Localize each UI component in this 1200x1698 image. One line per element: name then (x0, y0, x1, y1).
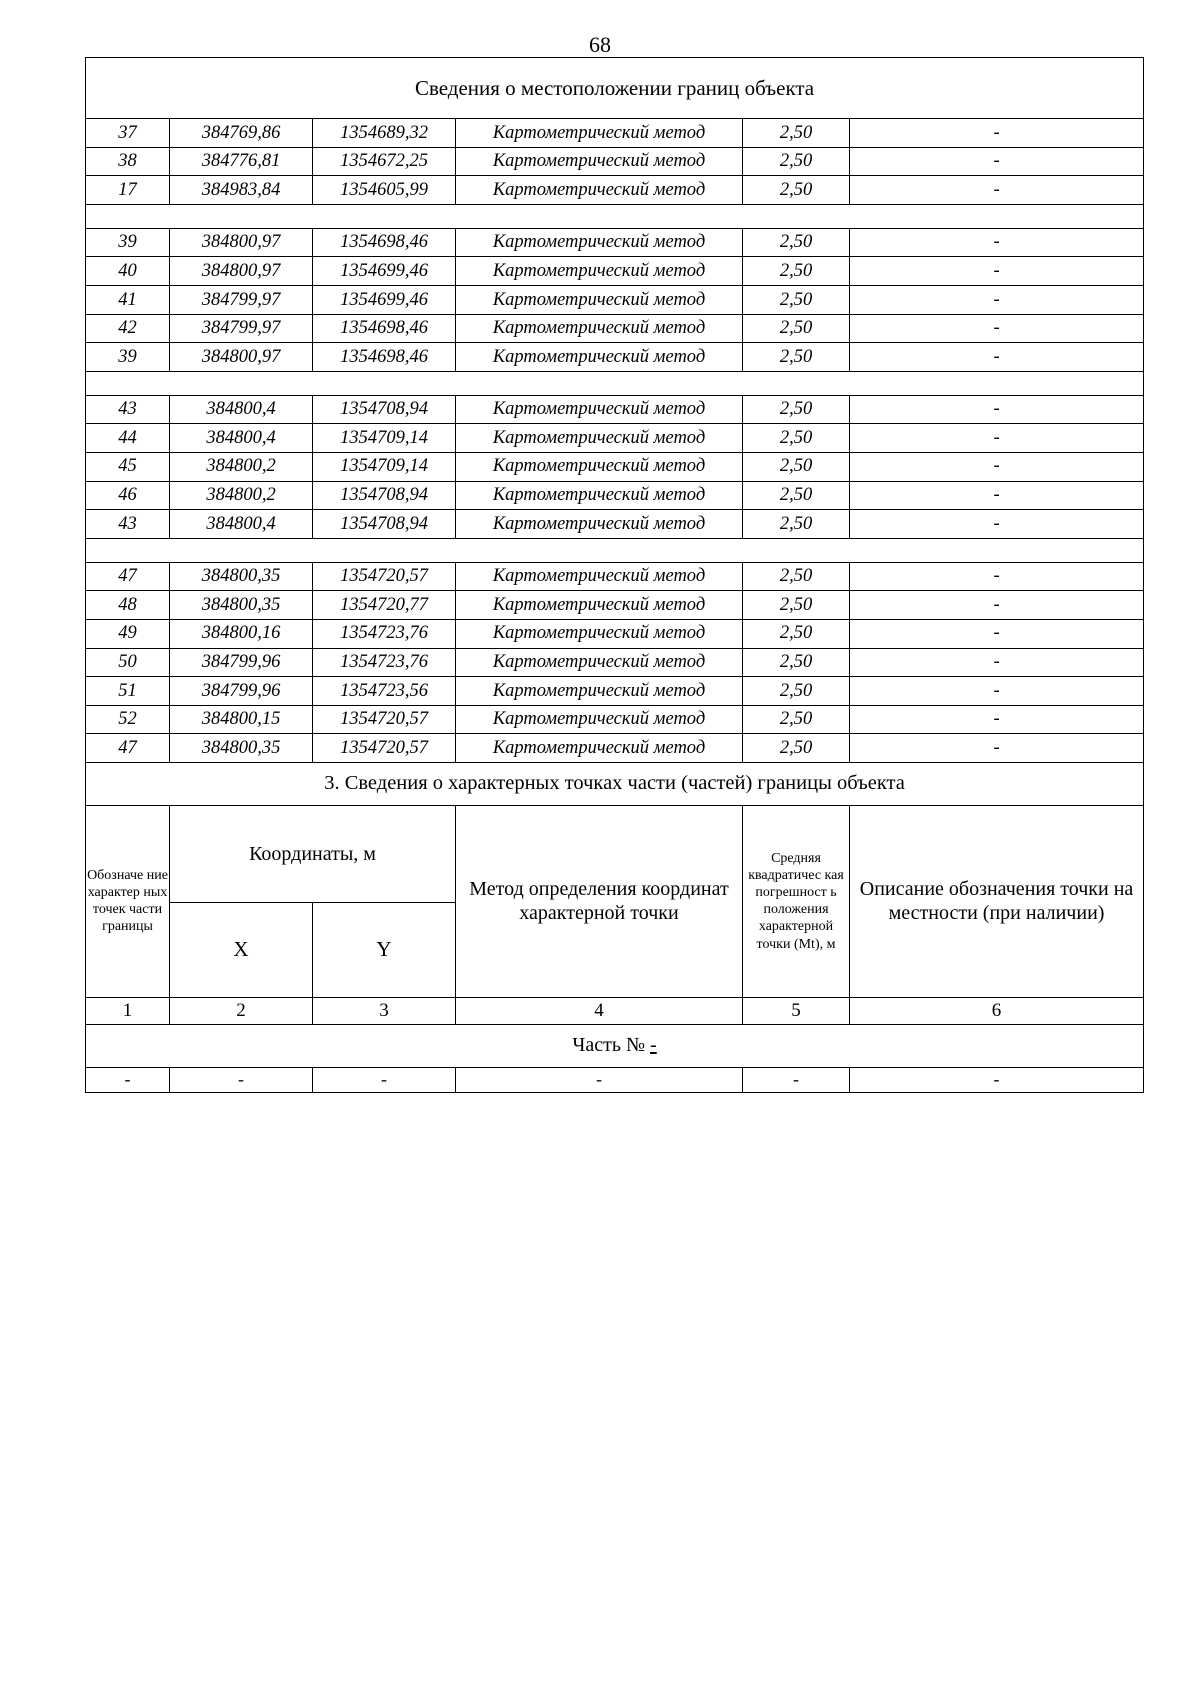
x-coordinate-cell: 384800,15 (170, 705, 313, 734)
table-row (86, 147, 1144, 176)
description-cell: - (850, 619, 1144, 648)
error-cell: 2,50 (743, 619, 850, 648)
x-coordinate-cell: 384800,4 (170, 510, 313, 539)
column-number: 4 (456, 997, 743, 1024)
description-cell: - (850, 147, 1144, 176)
table-row (86, 119, 1144, 148)
point-number-cell: 52 (86, 705, 170, 734)
error-cell: 2,50 (743, 648, 850, 677)
part-row (86, 1024, 1144, 1067)
table-row (86, 395, 1144, 424)
y-coordinate-cell: 1354708,94 (313, 395, 456, 424)
error-cell: 2,50 (743, 395, 850, 424)
description-cell: - (850, 119, 1144, 148)
y-coordinate-cell: 1354720,57 (313, 734, 456, 763)
point-number-cell: 43 (86, 395, 170, 424)
error-cell: 2,50 (743, 677, 850, 706)
x-coordinate-cell: 384800,2 (170, 452, 313, 481)
table-row (86, 510, 1144, 539)
method-cell: Картометрический метод (456, 147, 743, 176)
x-coordinate-cell: 384800,35 (170, 734, 313, 763)
y-coordinate-cell: 1354698,46 (313, 314, 456, 343)
y-coordinate-cell: 1354698,46 (313, 228, 456, 257)
description-cell: - (850, 228, 1144, 257)
point-number-cell: 44 (86, 424, 170, 453)
y-coordinate-cell: 1354708,94 (313, 510, 456, 539)
error-cell: 2,50 (743, 228, 850, 257)
empty-cell: - (850, 1067, 1144, 1092)
section3-title-row (86, 762, 1144, 805)
group-separator (86, 371, 1144, 395)
method-cell: Картометрический метод (456, 314, 743, 343)
group-separator (86, 204, 1144, 228)
error-cell: 2,50 (743, 591, 850, 620)
description-cell: - (850, 285, 1144, 314)
table-row (86, 452, 1144, 481)
header-designation: Обозначе ние характер ных точек части границы (86, 805, 170, 997)
method-cell: Картометрический метод (456, 562, 743, 591)
title-row (86, 58, 1144, 119)
method-cell: Картометрический метод (456, 619, 743, 648)
description-cell: - (850, 424, 1144, 453)
error-cell: 2,50 (743, 147, 850, 176)
description-cell: - (850, 481, 1144, 510)
description-cell: - (850, 648, 1144, 677)
group-separator-row (86, 204, 1144, 228)
method-cell: Картометрический метод (456, 176, 743, 205)
section3-title: 3. Сведения о характерных точках части (частей) границы объекта (86, 762, 1144, 805)
x-coordinate-cell: 384800,35 (170, 591, 313, 620)
error-cell: 2,50 (743, 562, 850, 591)
description-cell: - (850, 257, 1144, 286)
table-row (86, 619, 1144, 648)
column-number: 5 (743, 997, 850, 1024)
table-row (86, 481, 1144, 510)
error-cell: 2,50 (743, 257, 850, 286)
description-cell: - (850, 395, 1144, 424)
table-row (86, 677, 1144, 706)
part-label-cell (86, 1024, 1144, 1067)
table-row (86, 591, 1144, 620)
x-coordinate-cell: 384800,4 (170, 395, 313, 424)
method-cell: Картометрический метод (456, 395, 743, 424)
x-coordinate-cell: 384800,2 (170, 481, 313, 510)
column-number: 2 (170, 997, 313, 1024)
y-coordinate-cell: 1354709,14 (313, 424, 456, 453)
column-number-row (86, 997, 1144, 1024)
table-row (86, 562, 1144, 591)
boundary-table (85, 57, 1144, 1093)
y-coordinate-cell: 1354699,46 (313, 257, 456, 286)
description-cell: - (850, 734, 1144, 763)
x-coordinate-cell: 384769,86 (170, 119, 313, 148)
method-cell: Картометрический метод (456, 705, 743, 734)
table-row (86, 424, 1144, 453)
method-cell: Картометрический метод (456, 452, 743, 481)
table-row (86, 228, 1144, 257)
header-y: Y (313, 902, 456, 997)
method-cell: Картометрический метод (456, 285, 743, 314)
empty-cell: - (313, 1067, 456, 1092)
table-row (86, 285, 1144, 314)
method-cell: Картометрический метод (456, 424, 743, 453)
header-coordinates: Координаты, м (170, 805, 456, 902)
table-row (86, 705, 1144, 734)
point-number-cell: 37 (86, 119, 170, 148)
description-cell: - (850, 314, 1144, 343)
group-separator (86, 538, 1144, 562)
point-number-cell: 39 (86, 343, 170, 372)
y-coordinate-cell: 1354699,46 (313, 285, 456, 314)
table-row (86, 734, 1144, 763)
x-coordinate-cell: 384799,96 (170, 677, 313, 706)
method-cell: Картометрический метод (456, 119, 743, 148)
method-cell: Картометрический метод (456, 228, 743, 257)
point-number-cell: 40 (86, 257, 170, 286)
method-cell: Картометрический метод (456, 734, 743, 763)
description-cell: - (850, 343, 1144, 372)
x-coordinate-cell: 384799,96 (170, 648, 313, 677)
y-coordinate-cell: 1354723,76 (313, 619, 456, 648)
x-coordinate-cell: 384800,97 (170, 228, 313, 257)
table-row (86, 343, 1144, 372)
header-description: Описание обозначения точки на местности (при наличии) (850, 805, 1144, 997)
description-cell: - (850, 705, 1144, 734)
error-cell: 2,50 (743, 285, 850, 314)
header-error: Средняя квадратичес кая погрешност ь положения характерной точки (Mt), м (743, 805, 850, 997)
column-number: 3 (313, 997, 456, 1024)
y-coordinate-cell: 1354720,77 (313, 591, 456, 620)
y-coordinate-cell: 1354708,94 (313, 481, 456, 510)
point-number-cell: 51 (86, 677, 170, 706)
table-body (86, 58, 1144, 1093)
section3-header-row-1 (86, 805, 1144, 902)
y-coordinate-cell: 1354723,56 (313, 677, 456, 706)
table-row (86, 176, 1144, 205)
point-number-cell: 45 (86, 452, 170, 481)
method-cell: Картометрический метод (456, 591, 743, 620)
error-cell: 2,50 (743, 452, 850, 481)
description-cell: - (850, 677, 1144, 706)
x-coordinate-cell: 384800,35 (170, 562, 313, 591)
x-coordinate-cell: 384799,97 (170, 285, 313, 314)
x-coordinate-cell: 384800,16 (170, 619, 313, 648)
description-cell: - (850, 176, 1144, 205)
page-number: 68 (589, 32, 611, 57)
description-cell: - (850, 452, 1144, 481)
y-coordinate-cell: 1354672,25 (313, 147, 456, 176)
error-cell: 2,50 (743, 510, 850, 539)
x-coordinate-cell: 384800,97 (170, 257, 313, 286)
error-cell: 2,50 (743, 481, 850, 510)
part-value: - (650, 1034, 657, 1057)
table-title: Сведения о местоположении границ объекта (86, 58, 1144, 119)
error-cell: 2,50 (743, 734, 850, 763)
header-x: X (170, 902, 313, 997)
point-number-cell: 39 (86, 228, 170, 257)
point-number-cell: 48 (86, 591, 170, 620)
error-cell: 2,50 (743, 343, 850, 372)
empty-cell: - (170, 1067, 313, 1092)
table-row (86, 257, 1144, 286)
empty-cell: - (86, 1067, 170, 1092)
method-cell: Картометрический метод (456, 510, 743, 539)
part-label: Часть № (572, 1034, 646, 1057)
table-row (86, 648, 1144, 677)
point-number-cell: 38 (86, 147, 170, 176)
method-cell: Картометрический метод (456, 343, 743, 372)
x-coordinate-cell: 384800,4 (170, 424, 313, 453)
y-coordinate-cell: 1354709,14 (313, 452, 456, 481)
point-number-cell: 47 (86, 562, 170, 591)
point-number-cell: 42 (86, 314, 170, 343)
y-coordinate-cell: 1354720,57 (313, 562, 456, 591)
point-number-cell: 47 (86, 734, 170, 763)
description-cell: - (850, 591, 1144, 620)
method-cell: Картометрический метод (456, 677, 743, 706)
description-cell: - (850, 562, 1144, 591)
method-cell: Картометрический метод (456, 648, 743, 677)
error-cell: 2,50 (743, 705, 850, 734)
header-method: Метод определения координат характерной точки (456, 805, 743, 997)
empty-cell: - (456, 1067, 743, 1092)
x-coordinate-cell: 384800,97 (170, 343, 313, 372)
error-cell: 2,50 (743, 314, 850, 343)
point-number-cell: 17 (86, 176, 170, 205)
column-number: 6 (850, 997, 1144, 1024)
error-cell: 2,50 (743, 424, 850, 453)
x-coordinate-cell: 384799,97 (170, 314, 313, 343)
error-cell: 2,50 (743, 119, 850, 148)
point-number-cell: 49 (86, 619, 170, 648)
group-separator-row (86, 371, 1144, 395)
table-row (86, 314, 1144, 343)
method-cell: Картометрический метод (456, 257, 743, 286)
y-coordinate-cell: 1354605,99 (313, 176, 456, 205)
group-separator-row (86, 538, 1144, 562)
y-coordinate-cell: 1354723,76 (313, 648, 456, 677)
x-coordinate-cell: 384983,84 (170, 176, 313, 205)
empty-part-row (86, 1067, 1144, 1092)
empty-cell: - (743, 1067, 850, 1092)
point-number-cell: 43 (86, 510, 170, 539)
x-coordinate-cell: 384776,81 (170, 147, 313, 176)
y-coordinate-cell: 1354698,46 (313, 343, 456, 372)
y-coordinate-cell: 1354689,32 (313, 119, 456, 148)
column-number: 1 (86, 997, 170, 1024)
y-coordinate-cell: 1354720,57 (313, 705, 456, 734)
point-number-cell: 41 (86, 285, 170, 314)
error-cell: 2,50 (743, 176, 850, 205)
point-number-cell: 50 (86, 648, 170, 677)
point-number-cell: 46 (86, 481, 170, 510)
method-cell: Картометрический метод (456, 481, 743, 510)
description-cell: - (850, 510, 1144, 539)
